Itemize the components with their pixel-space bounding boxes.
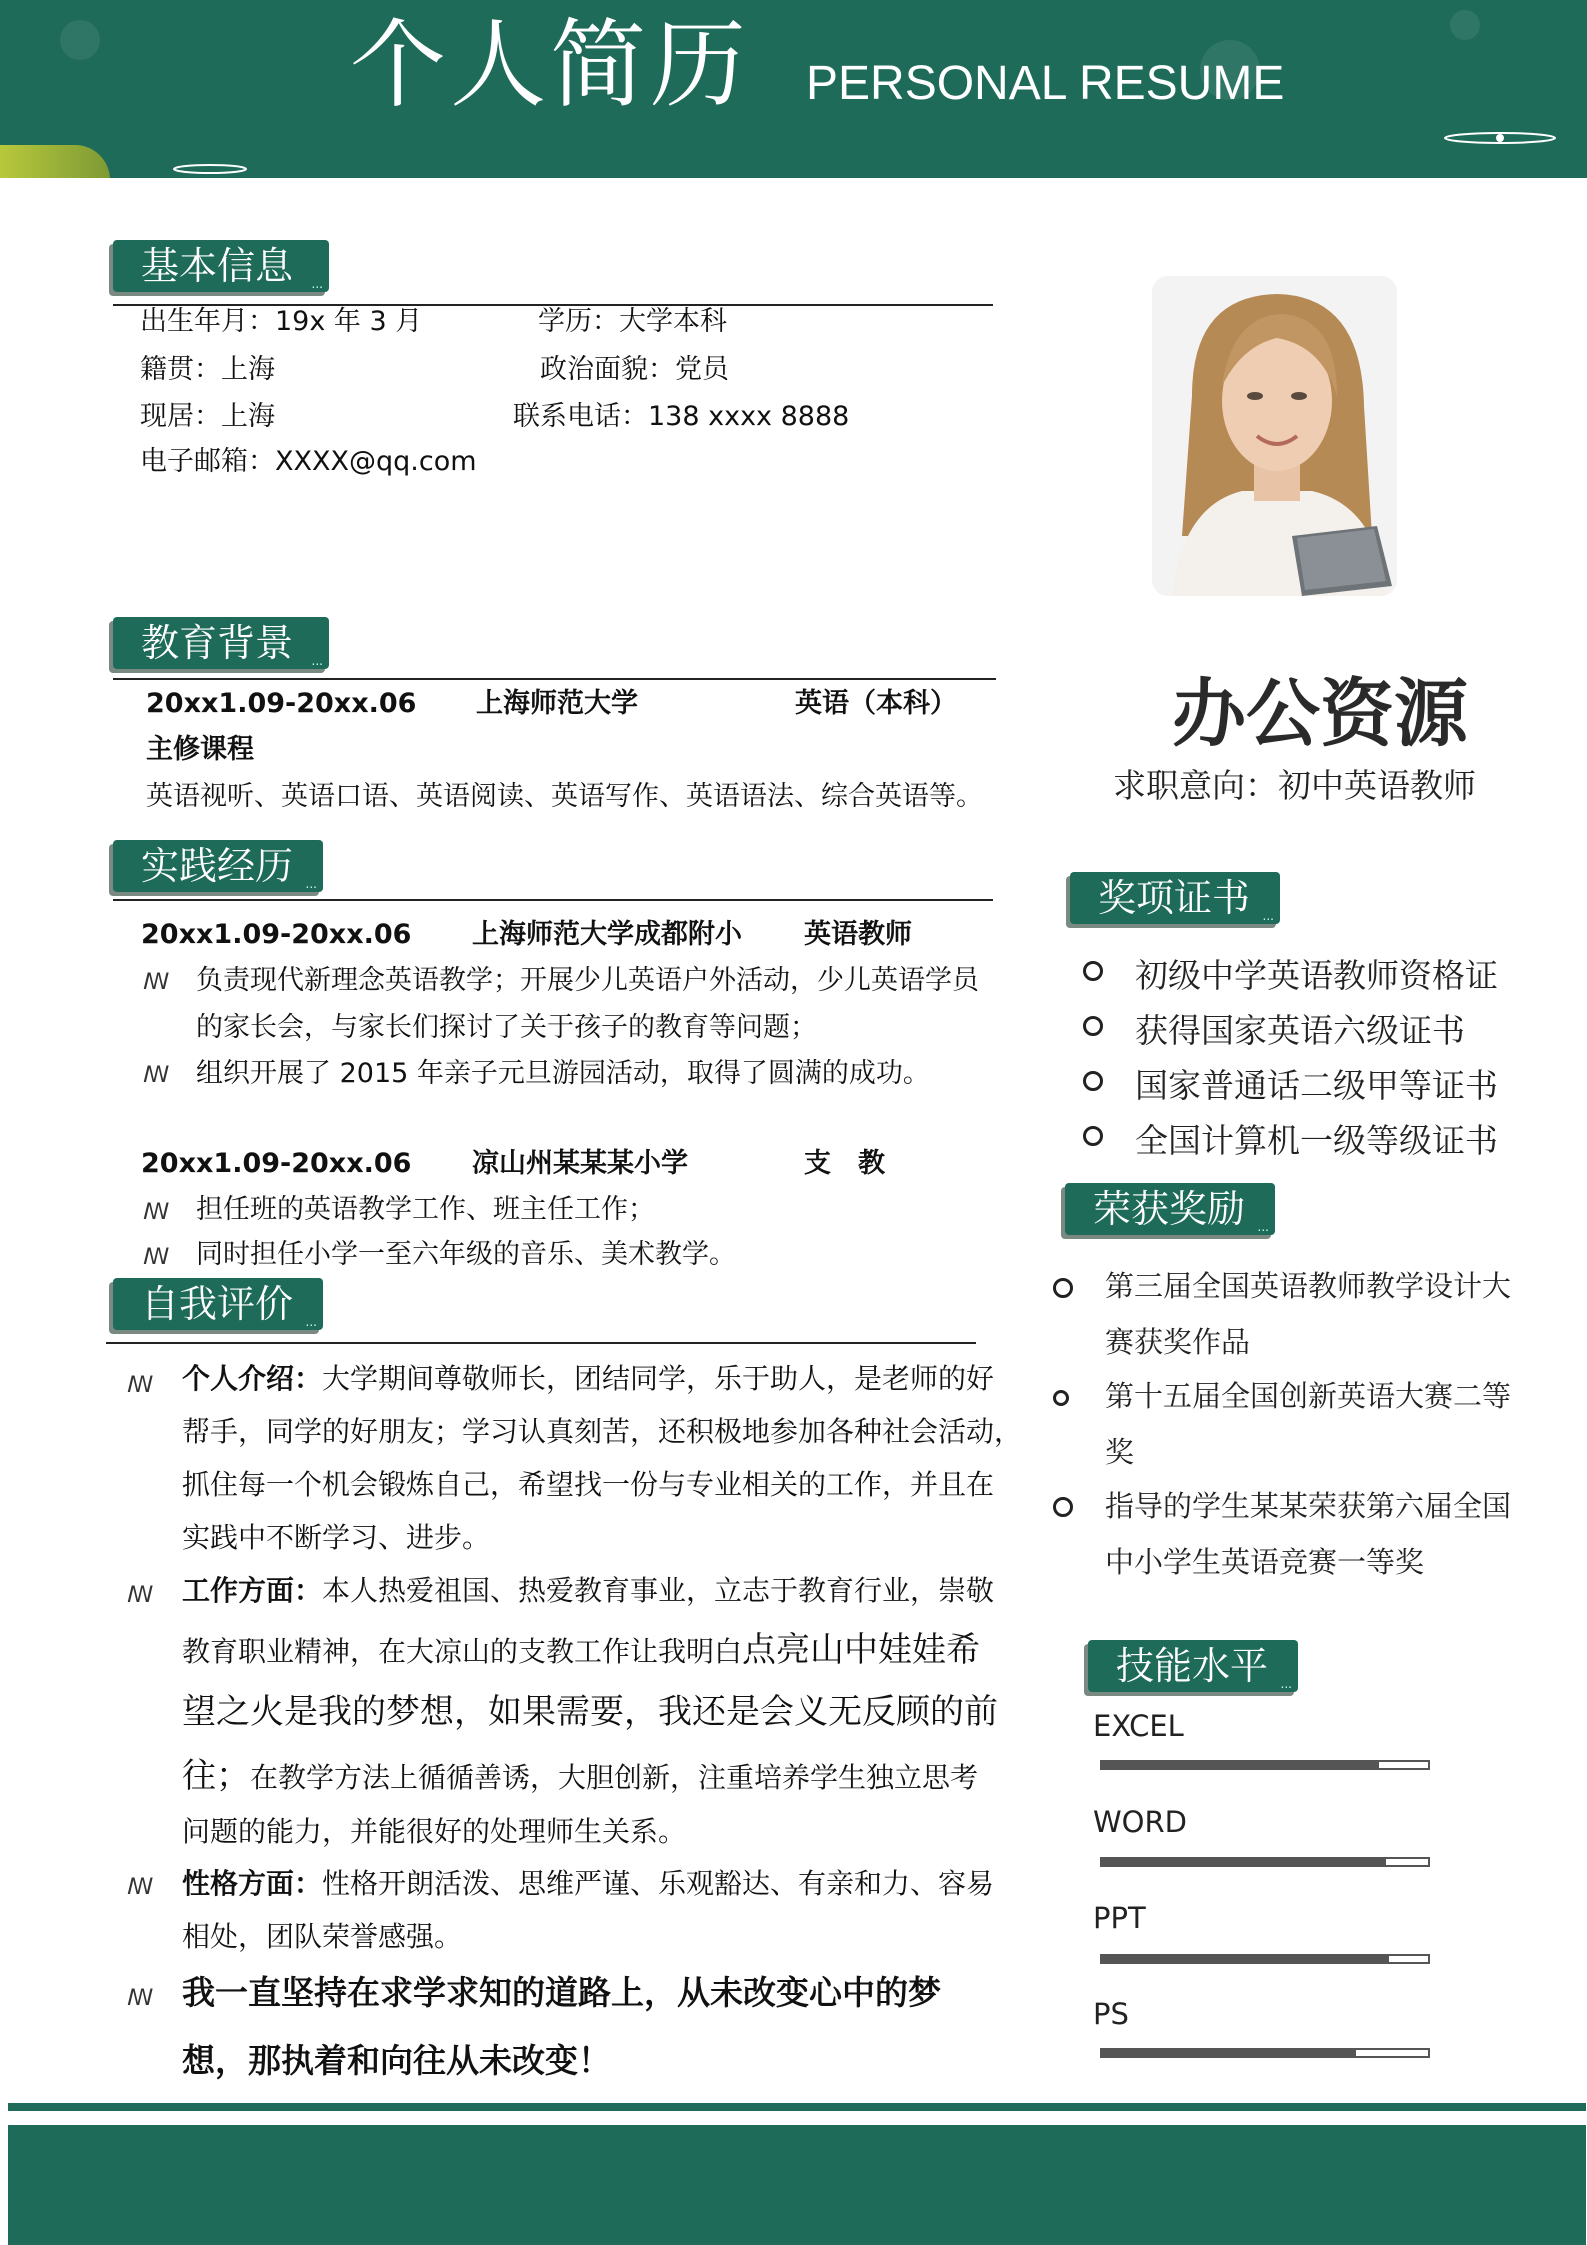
- job-org: 上海师范大学成都附小: [472, 919, 742, 950]
- banner-decoration: [60, 20, 100, 60]
- courses-list: 英语视听、英语口语、英语阅读、英语写作、英语语法、综合英语等。: [146, 781, 983, 812]
- self-intro-text: 帮手，同学的好朋友；学习认真刻苦，还积极地参加各种社会活动，: [182, 1415, 1023, 1448]
- section-title-basic: 基本信息 ...: [113, 240, 329, 292]
- section-title-skills: 技能水平 ...: [1088, 1640, 1298, 1692]
- email: 电子邮箱：XXXX@qq.com: [140, 446, 477, 477]
- skill-bar: [1100, 1954, 1430, 1964]
- section-title-practice: 实践经历 ...: [113, 840, 323, 892]
- skill-bar-fill: [1102, 1956, 1389, 1962]
- section-title-certs: 奖项证书 ...: [1070, 872, 1280, 924]
- self-char-label: 性格方面：: [182, 1867, 323, 1900]
- birth-date: 出生年月：19x 年 3 月: [140, 306, 423, 337]
- bullet-icon: ꟿ: [143, 1245, 170, 1270]
- phone: 联系电话：138 xxxx 8888: [513, 401, 850, 432]
- self-intro-text: 抓住每一个机会锻炼自己，希望找一份与专业相关的工作，并且在: [182, 1468, 995, 1501]
- job-intent: 求职意向：初中英语教师: [1113, 766, 1476, 805]
- self-work-text: 问题的能力，并能很好的处理师生关系。: [182, 1815, 687, 1848]
- bullet-icon: ꟿ: [143, 1200, 170, 1225]
- self-work-text: 本人热爱祖国、热爱教育事业，立志于教育行业，崇敬: [322, 1574, 995, 1607]
- section-divider: [113, 678, 996, 680]
- job-role: 英语教师: [804, 919, 912, 950]
- political-status: 政治面貌：党员: [540, 354, 729, 385]
- footer-line: [8, 2103, 1586, 2111]
- cert-item: 获得国家英语六级证书: [1135, 1011, 1465, 1050]
- self-char-text: 性格开朗活泼、思维严谨、乐观豁达、有亲和力、容易: [322, 1867, 995, 1900]
- section-title-label: 实践经历: [141, 844, 294, 888]
- job-duty: 担任班的英语教学工作、班主任工作；: [196, 1194, 655, 1225]
- job-duty: 负责现代新理念英语教学；开展少儿英语户外活动，少儿英语学员: [196, 965, 979, 996]
- section-title-label: 自我评价: [141, 1282, 294, 1326]
- job-period: 20xx1.09-20xx.06: [141, 919, 412, 950]
- bullet-icon: ꟿ: [127, 1583, 154, 1608]
- section-title-self: 自我评价 ...: [113, 1278, 323, 1330]
- self-work-label: 工作方面：: [182, 1574, 323, 1607]
- section-title-label: 奖项证书: [1098, 876, 1251, 920]
- education-major: 英语（本科）: [795, 688, 957, 719]
- self-char-line: [182, 1858, 994, 1911]
- bullet-icon: ꟿ: [143, 1063, 170, 1088]
- native-place: 籍贯：上海: [140, 354, 275, 385]
- motto-text: 想，那执着和向往从未改变！: [182, 2041, 611, 2080]
- self-work-text: 点亮山中娃娃希: [742, 1630, 981, 1670]
- education-school: 上海师范大学: [476, 688, 638, 719]
- self-work-line: [182, 1750, 978, 1809]
- skill-name: PPT: [1093, 1901, 1146, 1935]
- skill-name: EXCEL: [1093, 1709, 1184, 1743]
- skill-bar-fill: [1102, 1762, 1379, 1768]
- section-title-label: 技能水平: [1116, 1644, 1269, 1688]
- banner-decoration: [1450, 10, 1480, 40]
- bullet-icon: ꟿ: [127, 1986, 154, 2011]
- job-period: 20xx1.09-20xx.06: [141, 1148, 412, 1179]
- award-item: 第十五届全国创新英语大赛二等: [1105, 1379, 1512, 1413]
- award-item: 第三届全国英语教师教学设计大: [1105, 1269, 1512, 1303]
- header-banner: [0, 0, 1587, 178]
- cert-item: 全国计算机一级等级证书: [1135, 1121, 1498, 1160]
- cert-item: 初级中学英语教师资格证: [1135, 956, 1498, 995]
- award-item: 奖: [1105, 1435, 1135, 1469]
- profile-photo: [1152, 276, 1397, 596]
- job-duty: 同时担任小学一至六年级的音乐、美术教学。: [196, 1239, 736, 1270]
- candidate-name: 办公资源: [1172, 671, 1468, 757]
- skill-bar-fill: [1102, 2050, 1356, 2056]
- award-item: 中小学生英语竞赛一等奖: [1105, 1545, 1425, 1579]
- award-item: 赛获奖作品: [1105, 1325, 1251, 1359]
- section-title-label: 荣获奖励: [1093, 1187, 1246, 1231]
- skill-bar: [1100, 1857, 1430, 1867]
- skill-name: WORD: [1093, 1805, 1187, 1839]
- skill-bar: [1100, 2048, 1430, 2058]
- education-level: 学历：大学本科: [538, 306, 727, 337]
- list-circle-icon: [1083, 1071, 1103, 1091]
- resume-title-en: PERSONAL RESUME: [806, 57, 1285, 110]
- self-intro-text: 大学期间尊敬师长，团结同学，乐于助人，是老师的好: [322, 1362, 995, 1395]
- cert-item: 国家普通话二级甲等证书: [1135, 1066, 1498, 1105]
- courses-label: 主修课程: [146, 734, 254, 765]
- self-work-text: 教育职业精神，在大凉山的支教工作让我明白: [182, 1635, 743, 1668]
- skill-bar-fill: [1102, 1859, 1386, 1865]
- section-divider: [106, 1342, 976, 1344]
- award-item: 指导的学生某某荣获第六届全国: [1105, 1489, 1512, 1523]
- bullet-icon: ꟿ: [143, 970, 170, 995]
- list-circle-icon: [1053, 1390, 1069, 1406]
- self-work-text: 在教学方法上循循善诱，大胆创新，注重培养学生独立思考: [250, 1761, 979, 1794]
- self-work-text: 望之火是我的梦想，如果需要，我还是会义无反顾的前: [182, 1692, 998, 1732]
- skill-bar: [1100, 1760, 1430, 1770]
- self-work-text: 往；: [182, 1756, 250, 1796]
- list-circle-icon: [1053, 1278, 1073, 1298]
- list-circle-icon: [1083, 961, 1103, 981]
- education-period: 20xx1.09-20xx.06: [146, 688, 417, 719]
- self-char-text: 相处，团队荣誉感强。: [182, 1920, 463, 1953]
- bullet-icon: ꟿ: [127, 1373, 154, 1398]
- section-divider: [113, 899, 993, 901]
- list-circle-icon: [1083, 1126, 1103, 1146]
- motto-text: 我一直坚持在求学求知的道路上，从未改变心中的梦: [182, 1973, 941, 2012]
- self-intro-label: 个人介绍：: [182, 1362, 323, 1395]
- section-title-awards: 荣获奖励 ...: [1065, 1183, 1275, 1235]
- section-title-education: 教育背景 ...: [113, 617, 329, 669]
- banner-ornament-icon: [1440, 128, 1560, 148]
- self-intro-line: [182, 1353, 994, 1406]
- section-title-label: 基本信息: [141, 244, 294, 288]
- job-duty: 的家长会，与家长们探讨了关于孩子的教育等问题；: [196, 1012, 817, 1043]
- banner-ornament-icon: [170, 160, 250, 178]
- skill-name: PS: [1093, 1997, 1129, 2031]
- self-work-line: [182, 1565, 994, 1618]
- bullet-icon: ꟿ: [127, 1875, 154, 1900]
- self-work-line: [182, 1624, 980, 1679]
- section-title-label: 教育背景: [141, 621, 294, 665]
- job-org: 凉山州某某某小学: [472, 1148, 688, 1179]
- residence: 现居：上海: [140, 401, 275, 432]
- banner-accent-shape: [0, 145, 110, 178]
- job-duty: 组织开展了 2015 年亲子元旦游园活动，取得了圆满的成功。: [196, 1058, 930, 1089]
- list-circle-icon: [1053, 1497, 1073, 1517]
- resume-title-cn: 个人简历: [350, 9, 750, 121]
- footer-banner: [8, 2125, 1586, 2245]
- list-circle-icon: [1083, 1016, 1103, 1036]
- self-intro-text: 实践中不断学习、进步。: [182, 1521, 491, 1554]
- job-role: 支 教: [804, 1148, 885, 1179]
